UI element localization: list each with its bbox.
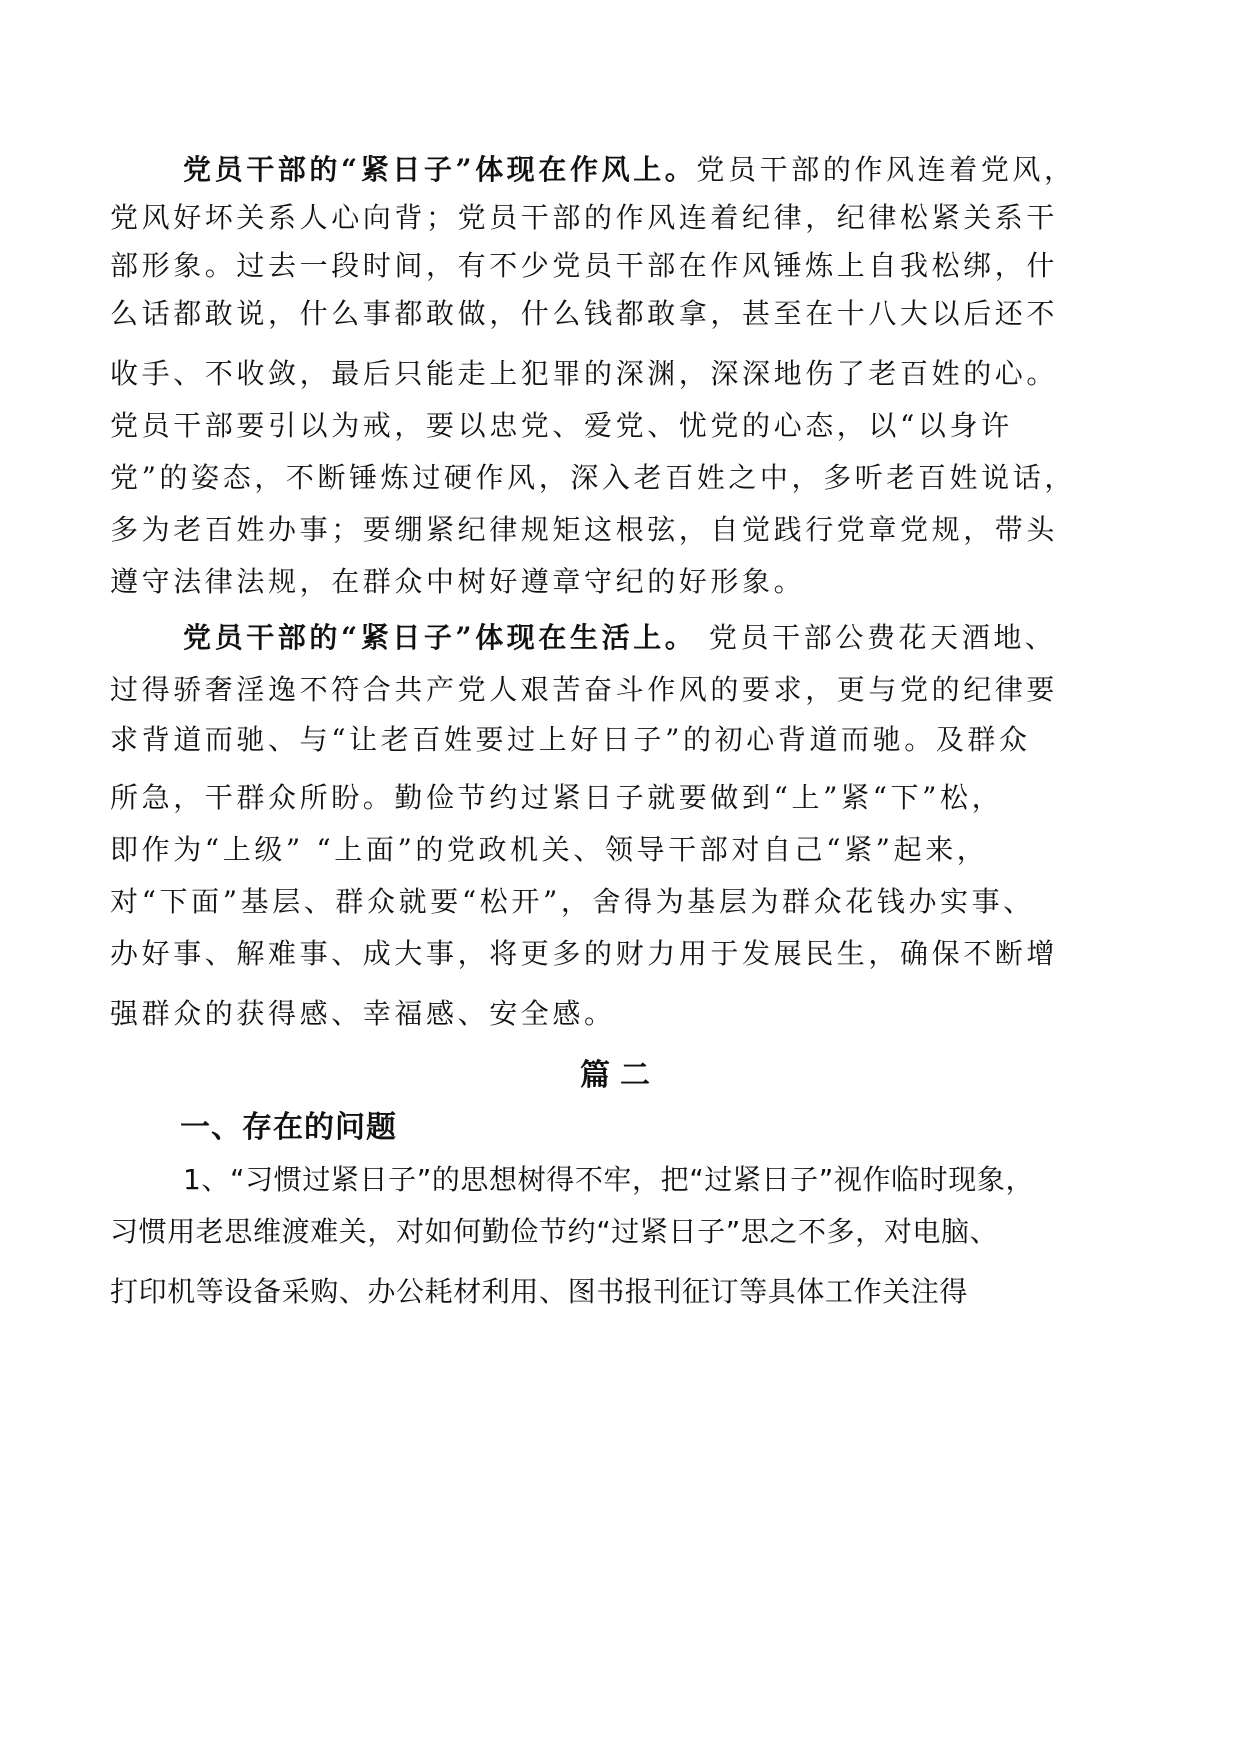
- para2-first-line: [183, 618, 1143, 658]
- para1-first-line-rest: 党员干部的作风连着党风，: [696, 153, 1076, 186]
- para2-line: 办好事、解难事、成大事，将更多的财力用于发展民生，确保不断增: [110, 937, 1059, 970]
- section-title: 篇二: [580, 1058, 660, 1093]
- para1-line: 么话都敢说，什么事都敢做，什么钱都敢拿，甚至在十八大以后还不: [110, 297, 1059, 330]
- para2-line: 强群众的获得感、幸福感、安全感。: [110, 997, 616, 1030]
- para1-line: 多为老百姓办事；要绷紧纪律规矩这根弦，自觉践行党章党规，带头: [110, 513, 1059, 546]
- para3-line: 打印机等设备采购、办公耗材利用、图书报刊征订等具体工作关注得: [110, 1275, 969, 1308]
- para2-line: 过得骄奢淫逸不符合共产党人艰苦奋斗作风的要求，更与党的纪律要: [110, 673, 1059, 706]
- para1-line: 党员干部要引以为戒，要以忠党、爱党、忧党的心态，以“以身许: [110, 409, 1013, 442]
- para3-first-line: 1、“习惯过紧日子”的思想树得不牢，把“过紧日子”视作临时现象，: [183, 1163, 1035, 1196]
- para2-line: 对“下面”基层、群众就要“松开”，舍得为基层为群众花钱办实事、: [110, 885, 1035, 918]
- para1-line: 党风好坏关系人心向背；党员干部的作风连着纪律，纪律松紧关系干: [110, 201, 1059, 234]
- subsection-title: 一、存在的问题: [180, 1110, 397, 1145]
- para1-line: 收手、不收敛，最后只能走上犯罪的深渊，深深地伤了老百姓的心。: [110, 357, 1059, 390]
- para1-first-line: [183, 150, 1143, 190]
- para1-line: 遵守法律法规，在群众中树好遵章守纪的好形象。: [110, 565, 806, 598]
- para2-lead: 党员干部的“紧日子”体现在生活上。: [183, 621, 697, 654]
- para3-line: 习惯用老思维渡难关，对如何勤俭节约“过紧日子”思之不多，对电脑、: [110, 1215, 999, 1248]
- para1-line: 部形象。过去一段时间，有不少党员干部在作风锤炼上自我松绑，什: [110, 249, 1059, 282]
- para2-line: 求背道而驰、与“让老百姓要过上好日子”的初心背道而驰。及群众: [110, 723, 1031, 756]
- para2-line: 所急，干群众所盼。勤俭节约过紧日子就要做到“上”紧“下”松，: [110, 781, 1004, 814]
- para2-first-line-rest: 党员干部公费花天酒地、: [696, 621, 1057, 654]
- para2-line: 即作为“上级” “上面”的党政机关、领导干部对自己“紧”起来，: [110, 833, 989, 866]
- para1-line: 党”的姿态，不断锤炼过硬作风，深入老百姓之中，多听老百姓说话，: [110, 461, 1076, 494]
- para1-lead: 党员干部的“紧日子”体现在作风上。: [183, 153, 697, 186]
